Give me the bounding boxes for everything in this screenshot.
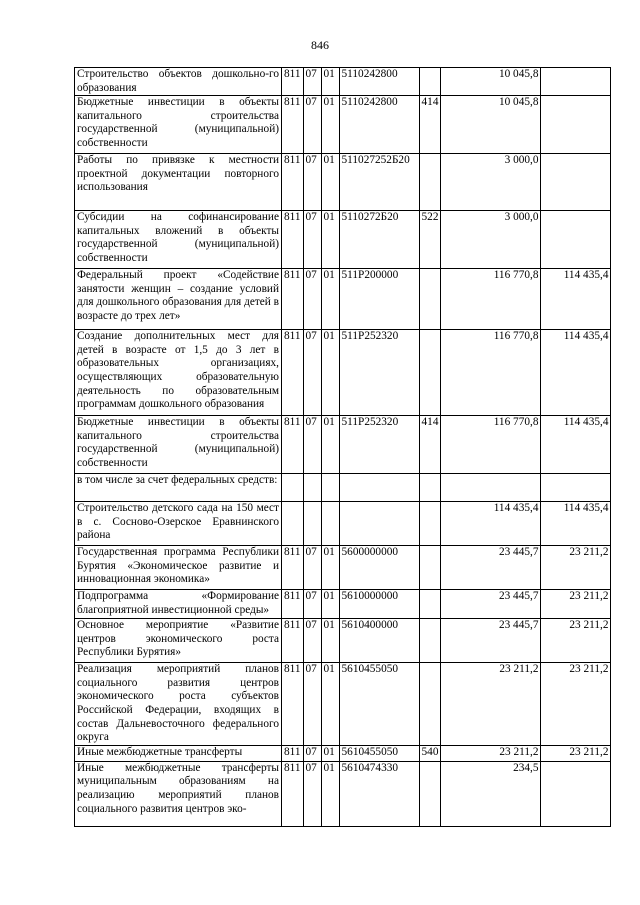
row-description: Создание дополнительных мест для детей в возрасте от 1,5 до 3 лет в образовательных организациях, осуществляющих образовательную деятельность по образовательным программам дошкольного образования: [75, 330, 282, 416]
ministry-code: [282, 474, 304, 502]
row-description: Иные межбюджетные трансферты: [75, 745, 282, 761]
section-code: 07: [303, 330, 321, 416]
amount-total: 3 000,0: [441, 211, 541, 269]
ministry-code: 811: [282, 269, 304, 330]
target-article-code: 511027252Б20: [339, 154, 419, 211]
row-description: Основное мероприятие «Развитие центров экономического роста Республики Бурятия»: [75, 619, 282, 663]
section-code: 07: [303, 619, 321, 663]
amount-total: 23 445,7: [441, 590, 541, 619]
subsection-code: 01: [321, 269, 339, 330]
row-description: Работы по привязке к местности проектной документации повторного использования: [75, 154, 282, 211]
row-description: Строительство объектов дошкольно-го образования: [75, 68, 282, 96]
target-article-code: 511P200000: [339, 269, 419, 330]
amount-total: 116 770,8: [441, 330, 541, 416]
section-code: 07: [303, 663, 321, 746]
row-description: в том числе за счет федеральных средств:: [75, 474, 282, 502]
row-description: Субсидии на софинансирование капитальных вложений в объекты государственной (муниципальной) собственности: [75, 211, 282, 269]
amount-total: 23 211,2: [441, 663, 541, 746]
target-article-code: 511P252320: [339, 330, 419, 416]
ministry-code: 811: [282, 211, 304, 269]
amount-federal: 114 435,4: [541, 502, 611, 546]
target-article-code: 5110272Б20: [339, 211, 419, 269]
amount-federal: 23 211,2: [541, 590, 611, 619]
row-description: Иные межбюджетные трансферты муниципальным образованиям на реализацию мероприятий планов социального развития центров эко-: [75, 761, 282, 826]
ministry-code: 811: [282, 745, 304, 761]
amount-total: 23 445,7: [441, 619, 541, 663]
table-row: [75, 502, 611, 546]
amount-federal: [541, 154, 611, 211]
amount-federal: 23 211,2: [541, 663, 611, 746]
row-description: Федеральный проект «Содействие занятости женщин – создание условий для дошкольного образования для детей в возрасте до трех лет»: [75, 269, 282, 330]
table-row: [75, 663, 611, 746]
amount-federal: 23 211,2: [541, 745, 611, 761]
row-description: Бюджетные инвестиции в объекты капитального строительства государственной (муниципальной) собственности: [75, 416, 282, 474]
amount-total: 23 211,2: [441, 745, 541, 761]
row-description: Бюджетные инвестиции в объекты капитального строительства государственной (муниципальной) собственности: [75, 96, 282, 154]
ministry-code: 811: [282, 619, 304, 663]
subsection-code: 01: [321, 330, 339, 416]
subsection-code: 01: [321, 761, 339, 826]
table-row: [75, 619, 611, 663]
ministry-code: [282, 502, 304, 546]
amount-total: 10 045,8: [441, 96, 541, 154]
expense-type-code: [419, 663, 441, 746]
ministry-code: 811: [282, 68, 304, 96]
expense-type-code: [419, 269, 441, 330]
expense-type-code: [419, 154, 441, 211]
subsection-code: 01: [321, 619, 339, 663]
page-number: 846: [311, 38, 329, 52]
amount-total: 116 770,8: [441, 416, 541, 474]
amount-federal: 114 435,4: [541, 416, 611, 474]
section-code: 07: [303, 761, 321, 826]
table-row: [75, 269, 611, 330]
amount-total: 234,5: [441, 761, 541, 826]
amount-federal: 114 435,4: [541, 330, 611, 416]
target-article-code: 5610400000: [339, 619, 419, 663]
section-code: 07: [303, 590, 321, 619]
amount-federal: [541, 761, 611, 826]
row-description: Государственная программа Республики Бурятия «Экономическое развитие и инновационная экономика»: [75, 546, 282, 590]
subsection-code: 01: [321, 211, 339, 269]
target-article-code: 5610474330: [339, 761, 419, 826]
section-code: [303, 474, 321, 502]
table-row: [75, 416, 611, 474]
row-description: Подпрограмма «Формирование благоприятной инвестиционной среды»: [75, 590, 282, 619]
target-article-code: [339, 474, 419, 502]
section-code: [303, 502, 321, 546]
ministry-code: 811: [282, 663, 304, 746]
ministry-code: 811: [282, 330, 304, 416]
amount-federal: 23 211,2: [541, 619, 611, 663]
target-article-code: 5600000000: [339, 546, 419, 590]
target-article-code: [339, 502, 419, 546]
expense-type-code: [419, 590, 441, 619]
ministry-code: 811: [282, 154, 304, 211]
expense-type-code: 522: [419, 211, 441, 269]
subsection-code: 01: [321, 590, 339, 619]
expense-type-code: [419, 619, 441, 663]
subsection-code: 01: [321, 745, 339, 761]
table-row: [75, 474, 611, 502]
row-description: Строительство детского сада на 150 мест в с. Сосново-Озерское Еравнинского района: [75, 502, 282, 546]
table-row: [75, 68, 611, 96]
section-code: 07: [303, 546, 321, 590]
amount-total: 10 045,8: [441, 68, 541, 96]
section-code: 07: [303, 211, 321, 269]
target-article-code: 5610455050: [339, 745, 419, 761]
target-article-code: 5610000000: [339, 590, 419, 619]
section-code: 07: [303, 96, 321, 154]
table-row: [75, 154, 611, 211]
table-row: [75, 211, 611, 269]
subsection-code: 01: [321, 546, 339, 590]
amount-federal: [541, 474, 611, 502]
table-row: [75, 761, 611, 826]
subsection-code: 01: [321, 68, 339, 96]
ministry-code: 811: [282, 761, 304, 826]
section-code: 07: [303, 416, 321, 474]
amount-federal: [541, 68, 611, 96]
target-article-code: 511P252320: [339, 416, 419, 474]
expense-type-code: [419, 68, 441, 96]
subsection-code: 01: [321, 154, 339, 211]
ministry-code: 811: [282, 416, 304, 474]
section-code: 07: [303, 269, 321, 330]
table-row: [75, 745, 611, 761]
amount-total: 3 000,0: [441, 154, 541, 211]
amount-federal: 114 435,4: [541, 269, 611, 330]
table-row: [75, 546, 611, 590]
amount-federal: [541, 96, 611, 154]
section-code: 07: [303, 68, 321, 96]
table-row: [75, 330, 611, 416]
subsection-code: 01: [321, 96, 339, 154]
expense-type-code: [419, 761, 441, 826]
subsection-code: [321, 502, 339, 546]
target-article-code: 5610455050: [339, 663, 419, 746]
budget-table-body: [75, 68, 611, 827]
section-code: 07: [303, 154, 321, 211]
ministry-code: 811: [282, 96, 304, 154]
ministry-code: 811: [282, 546, 304, 590]
amount-total: 23 445,7: [441, 546, 541, 590]
ministry-code: 811: [282, 590, 304, 619]
expense-type-code: [419, 502, 441, 546]
amount-total: [441, 474, 541, 502]
subsection-code: 01: [321, 416, 339, 474]
expense-type-code: [419, 474, 441, 502]
amount-total: 114 435,4: [441, 502, 541, 546]
expense-type-code: 540: [419, 745, 441, 761]
budget-table: [74, 67, 611, 827]
amount-federal: 23 211,2: [541, 546, 611, 590]
row-description: Реализация мероприятий планов социального развития центров экономического роста субъектов Российской Федерации, входящих в состав Дальневосточного федерального округа: [75, 663, 282, 746]
subsection-code: [321, 474, 339, 502]
expense-type-code: [419, 330, 441, 416]
section-code: 07: [303, 745, 321, 761]
target-article-code: 5110242800: [339, 96, 419, 154]
expense-type-code: 414: [419, 416, 441, 474]
target-article-code: 5110242800: [339, 68, 419, 96]
table-row: [75, 96, 611, 154]
table-row: [75, 590, 611, 619]
expense-type-code: 414: [419, 96, 441, 154]
amount-total: 116 770,8: [441, 269, 541, 330]
subsection-code: 01: [321, 663, 339, 746]
amount-federal: [541, 211, 611, 269]
expense-type-code: [419, 546, 441, 590]
